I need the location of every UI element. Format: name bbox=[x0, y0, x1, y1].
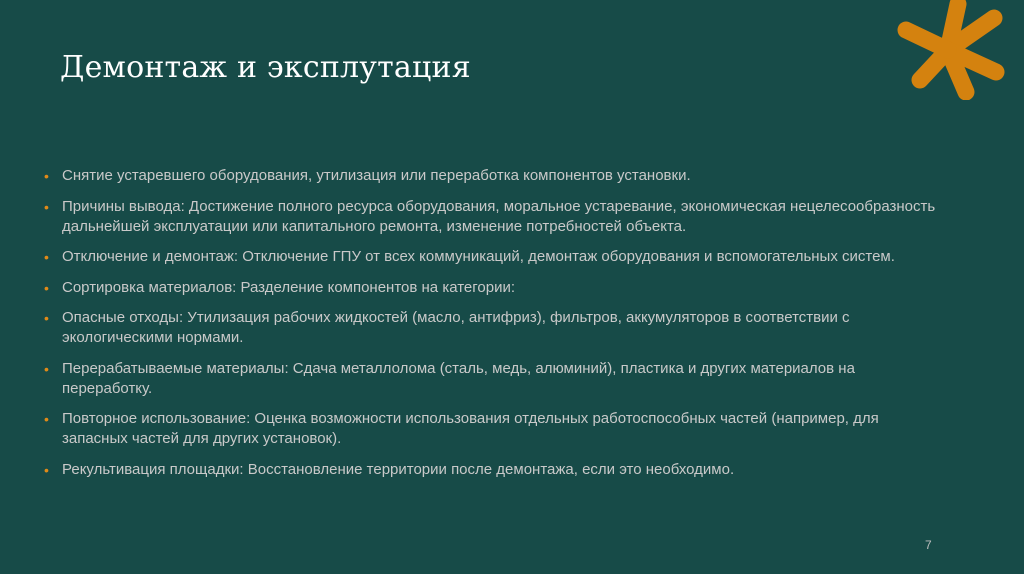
bullet-list bbox=[44, 166, 944, 490]
bullet-marker: • bbox=[44, 168, 49, 184]
bullet-text: Повторное использование: Оценка возможности использования отдельных работоспособных частей (например, для запасных частей для других установок). bbox=[62, 410, 879, 447]
bullet-marker: • bbox=[44, 360, 49, 377]
list-item bbox=[44, 359, 944, 399]
slide-title: Демонтаж и эксплутация bbox=[60, 50, 471, 85]
list-item bbox=[44, 409, 944, 449]
bullet-text: Перерабатываемые материалы: Сдача металлолома (сталь, медь, алюминий), пластика и других материалов на переработку. bbox=[62, 359, 855, 397]
list-item bbox=[44, 197, 944, 237]
bullet-marker: • bbox=[44, 198, 49, 215]
asterisk-icon bbox=[894, 0, 1006, 100]
bullet-marker: • bbox=[44, 461, 49, 478]
bullet-text: Опасные отходы: Утилизация рабочих жидкостей (масло, антифриз), фильтров, аккумуляторов в соответствии с экологическими нормами. bbox=[62, 309, 850, 346]
list-item bbox=[44, 308, 944, 348]
list-item bbox=[44, 278, 944, 298]
bullet-marker: • bbox=[44, 279, 49, 296]
list-item bbox=[44, 247, 944, 267]
page-number: 7 bbox=[925, 538, 932, 552]
bullet-marker: • bbox=[44, 310, 49, 326]
bullet-marker: • bbox=[44, 411, 49, 427]
bullet-text: Снятие устаревшего оборудования, утилизация или переработка компонентов установки. bbox=[62, 167, 691, 184]
list-item bbox=[44, 460, 944, 480]
bullet-text: Сортировка материалов: Разделение компонентов на категории: bbox=[62, 278, 516, 296]
bullet-text: Причины вывода: Достижение полного ресурса оборудования, моральное устаревание, экономическая нецелесообразность дальнейшей эксплуатации или капитального ремонта, изменение потребностей объекта. bbox=[62, 197, 936, 235]
bullet-text: Рекультивация площадки: Восстановление территории после демонтажа, если это необходимо. bbox=[62, 460, 735, 478]
bullet-text: Отключение и демонтаж: Отключение ГПУ от всех коммуникаций, демонтаж оборудования и вспомогательных систем. bbox=[62, 248, 895, 265]
bullet-marker: • bbox=[44, 249, 49, 265]
list-item bbox=[44, 166, 944, 186]
